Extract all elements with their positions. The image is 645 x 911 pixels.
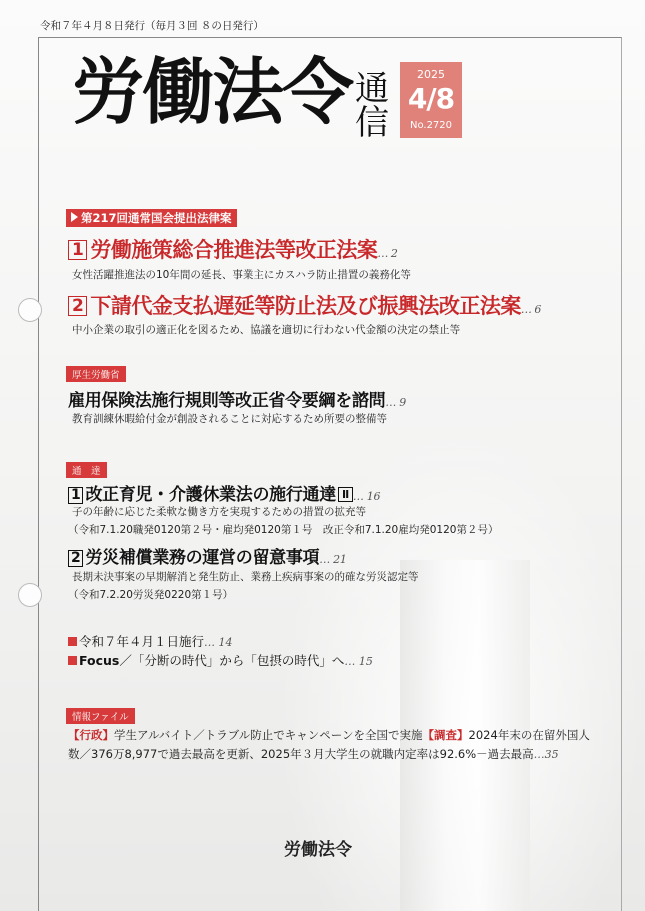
article-ref-5: （令和7.2.20労災発0220第１号） xyxy=(68,589,234,601)
article-headline-1: 1 労働施策総合推進法等改正法案… 2 xyxy=(68,234,397,264)
issue-year: 2025 xyxy=(417,68,445,81)
article-desc-3: 教育訓練休暇給付金が創設されることに対応するため所要の整備等 xyxy=(72,413,387,425)
article-headline-3: 雇用保険法施行規則等改正省令要綱を諮問… 9 xyxy=(68,391,406,411)
article-ref-4: （令和7.1.20職発0120第２号・雇均発0120第１号 改正令和7.1.20雇均発0120第２号） xyxy=(68,524,499,536)
issue-date: 4/8 xyxy=(407,82,455,115)
article-desc-2: 中小企業の取引の適正化を図るため、協議を適切に行わない代金額の決定の禁止等 xyxy=(72,324,461,336)
binding-hole-top xyxy=(18,298,42,322)
square-bullet-icon xyxy=(68,637,77,646)
misc-item-1: 令和７年４月１日施行… 14 xyxy=(68,632,233,650)
article-desc-4: 子の年齢に応じた柔軟な働き方を実現するための措置の拡充等 xyxy=(72,506,366,518)
article-desc-5: 長期未決事案の早期解消と発生防止、業務上疾病事案の的確な労災認定等 xyxy=(72,571,419,583)
section-tag-mhlw: 厚生労働省 xyxy=(66,366,126,382)
issue-line: 令和７年４月８日発行（毎月３回 ８の日発行） xyxy=(40,20,264,32)
article-headline-4: 1 改正育児・介護休業法の施行通達 Ⅱ … 16 xyxy=(68,480,380,505)
issue-date-box xyxy=(400,62,462,138)
section-tag-notices: 通 達 xyxy=(66,462,107,478)
masthead-subtitle: 通 信 xyxy=(355,69,389,143)
info-line-2: 数／376万8,977で過去最高を更新、2025年３月大学生の就職内定率は92.6%－過去最高…35 xyxy=(68,747,559,761)
article-headline-5: 2 労災補償業務の運営の留意事項… 21 xyxy=(68,543,347,568)
square-bullet-icon xyxy=(68,656,77,665)
misc-item-2: Focus／「分断の時代」から「包摂の時代」へ… 15 xyxy=(68,651,373,669)
publisher-name: 労働法令 xyxy=(284,840,352,860)
section-tag-info: 情報ファイル xyxy=(66,708,135,724)
binding-hole-bottom xyxy=(18,583,42,607)
masthead-title: 労働法令 xyxy=(72,50,353,134)
issue-number: No.2720 xyxy=(409,120,453,131)
section-tag-bills: 第217回通常国会提出法律案 xyxy=(66,209,237,227)
article-headline-2: 2 下請代金支払遅延等防止法及び振興法改正法案… 6 xyxy=(68,290,541,320)
article-desc-1: 女性活躍推進法の10年間の延長、事業主にカスハラ防止措置の義務化等 xyxy=(72,269,411,281)
info-line-1: 【行政】学生アルバイト／トラブル防止でキャンペーンを全国で実施【調査】2024年末の在留外国人 xyxy=(68,728,590,742)
cover-frame xyxy=(38,37,622,911)
triangle-icon xyxy=(71,212,78,222)
